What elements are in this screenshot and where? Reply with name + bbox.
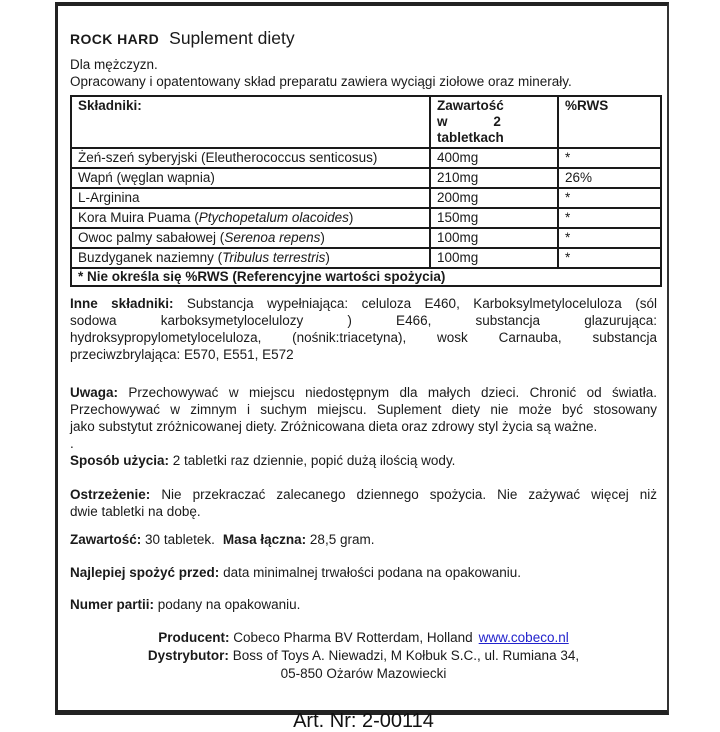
batch-number-section [70,596,657,613]
rws-cell: * [558,188,661,208]
usage-label: Sposób użycia: [70,453,170,468]
amount-header-w: w [437,114,448,129]
col-header-ingredients: Składniki: [71,96,430,148]
distributor-label: Dystrybutor: [147,648,229,663]
label-frame [55,2,669,732]
header-subtitle-1: Dla mężczyzn. [70,57,158,72]
table-header-row [71,96,661,148]
best-before-text: data minimalnej trwałości podana na opakowaniu. [223,565,521,580]
rws-cell: * [558,248,661,268]
distributor-line [70,647,657,665]
table-row [71,228,661,248]
producer-text: Cobeco Pharma BV Rotterdam, Holland [233,630,473,645]
ingredient-name: Buzdyganek naziemny ( [78,250,223,265]
producer-line [70,629,657,647]
label-content [58,6,667,730]
amount-cell: 200mg [430,188,558,208]
header-brand-line [70,26,657,52]
amount-cell: 100mg [430,228,558,248]
amount-header-line2 [437,114,501,130]
other-ingredients-line3: hydroksypropylometyloceluloza, (nośnik:triacetyna), wosk Carnauba, substancja [70,330,657,345]
storage-label: Uwaga: [70,385,119,400]
ingredient-suffix: ) [325,250,330,265]
caution-text: Nie przekraczać zalecanego dziennego spożycia. Nie zażywać więcej niż [161,487,657,502]
producer-website-link[interactable]: www.cobeco.nl [478,630,569,645]
ingredients-table [70,95,662,287]
other-ingredients-line4: przeciwzbrylająca: E570, E551, E572 [70,347,294,362]
ingredient-cell [71,148,430,168]
storage-line2: Przechowywać w zimnym i suchym miejscu. Suplement diety nie może być stosowany [70,402,657,417]
stray-dot: . [70,436,74,451]
ingredient-name: Owoc palmy sabałowej ( [78,230,225,245]
rws-footnote: * Nie określa się %RWS (Referencyjne wartości spożycia) [71,268,661,286]
amount-header-line1: Zawartość [437,98,504,113]
other-ingredients-text: Substancja wypełniająca: celuloza E460, Karboksylmetyloceluloza (sól [186,296,657,311]
rws-cell: * [558,208,661,228]
producer-label: Producent: [158,630,230,645]
amount-cell: 210mg [430,168,558,188]
rws-cell: * [558,228,661,248]
caution-line1 [70,486,657,503]
table-row [71,248,661,268]
best-before-label: Najlepiej spożyć przed: [70,565,220,580]
storage-text: Przechowywać w miejscu niedostępnym dla małych dzieci. Chronić od światła. [128,385,657,400]
batch-number-text: podany na opakowaniu. [157,597,301,612]
table-row [71,208,661,228]
caution-section [70,486,657,520]
caution-line2: dwie tabletki na dobę. [70,504,201,519]
ingredient-latin: Tribulus terrestris [222,250,326,265]
usage-section [70,452,657,469]
other-ingredients-label: Inne składniki: [70,296,174,311]
contents-label: Zawartość: [70,532,142,547]
amount-cell: 100mg [430,248,558,268]
ingredient-name: Żeń-szeń syberyjski (Eleutherococcus senticosus) [78,150,378,165]
ingredient-name: Kora Muira Puama ( [78,210,199,225]
product-type: Suplement diety [169,28,295,48]
ingredient-name: L-Arginina [78,190,140,205]
contents-section [70,531,657,548]
total-mass-label: Masa łączna: [222,532,307,547]
rws-cell: * [558,148,661,168]
ingredient-cell [71,208,430,228]
storage-line1 [70,384,657,401]
col-header-rws: %RWS [558,96,661,148]
ingredient-cell [71,248,430,268]
amount-header-2: 2 [493,114,501,129]
amount-cell: 150mg [430,208,558,228]
table-row [71,168,661,188]
distributor-text: Boss of Toys A. Niewadzi, M Kołbuk S.C., ul. Rumiana 34, [232,648,580,663]
ingredient-cell [71,168,430,188]
distributor-city-line: 05-850 Ożarów Mazowiecki [280,666,447,681]
ingredient-suffix: ) [320,230,325,245]
ingredient-cell [71,228,430,248]
contents-value: 30 tabletek. [145,532,215,547]
article-number: Art. Nr: 2-00114 [293,710,434,732]
warning-storage-section [70,384,657,452]
brand-name: ROCK HARD [70,31,160,47]
producer-block [70,629,657,683]
ingredient-latin: Serenoa repens [224,230,321,245]
other-ingredients-line2: sodowa karboksymetylocelulozy ) E466, substancja glazurująca: [70,313,657,328]
col-header-amount [430,96,558,148]
amount-cell: 400mg [430,148,558,168]
other-ingredients-line1 [70,295,657,312]
ingredient-cell [71,188,430,208]
storage-line3: jako substytut zróżnicowanej diety. Zróżnicowana dieta oraz zdrowy styl życia są ważne. [70,419,598,434]
caution-label: Ostrzeżenie: [70,487,151,502]
batch-number-label: Numer partii: [70,597,155,612]
amount-header-line3: tabletkach [437,130,504,145]
table-row [71,148,661,168]
usage-text: 2 tabletki raz dziennie, popić dużą ilością wody. [172,453,456,468]
other-ingredients-section [70,295,657,363]
ingredient-name: Wapń (węglan wapnia) [78,170,215,185]
header-subtitle-2: Opracowany i opatentowany skład preparatu zawiera wyciągi ziołowe oraz minerały. [70,74,572,89]
rws-cell: 26% [558,168,661,188]
table-footnote-row [71,268,661,286]
total-mass-value: 28,5 gram. [309,532,375,547]
ingredient-suffix: ) [348,210,354,225]
best-before-section [70,564,657,581]
ingredient-latin: Ptychopetalum olacoides [198,210,349,225]
table-row [71,188,661,208]
